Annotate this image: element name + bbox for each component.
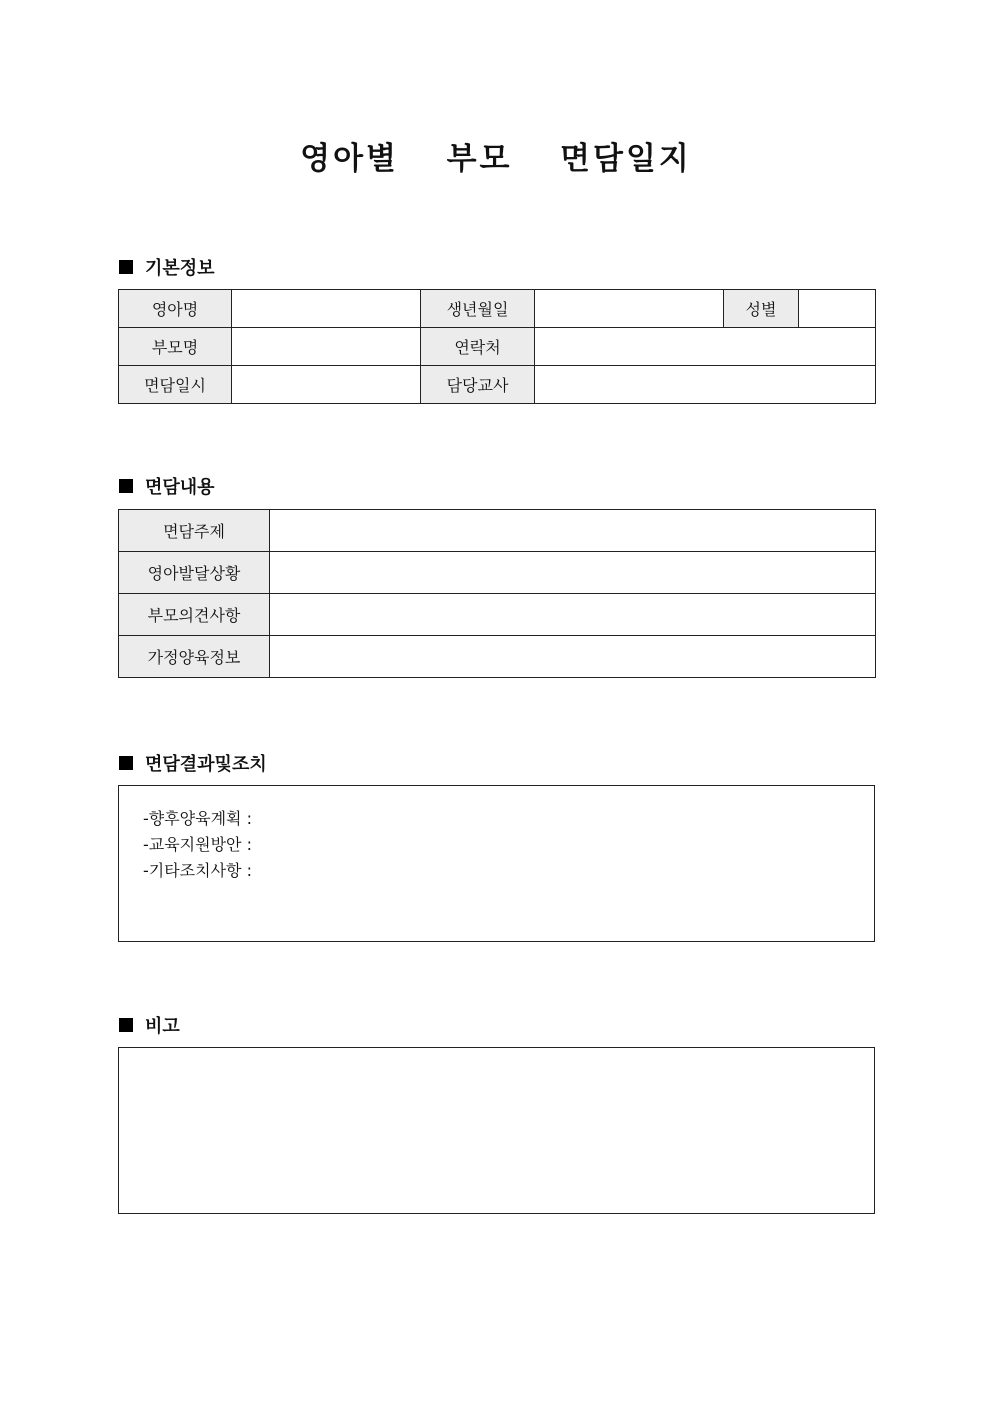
contact-label: 연락처	[421, 328, 535, 366]
section-title: 비고	[145, 1016, 180, 1037]
result-lines	[143, 806, 252, 884]
section-title: 면담내용	[145, 477, 215, 498]
other-measures-line: -기타조치사항 :	[143, 861, 252, 880]
remarks-box[interactable]	[118, 1047, 875, 1214]
parent-name-field[interactable]	[232, 328, 421, 366]
birthdate-label: 생년월일	[421, 290, 535, 328]
birthdate-field[interactable]	[535, 290, 724, 328]
square-bullet-icon	[119, 260, 133, 274]
parent-name-label: 부모명	[119, 328, 232, 366]
home-care-info-field[interactable]	[270, 636, 876, 678]
parent-opinion-label: 부모의견사항	[119, 594, 270, 636]
page-title: 영아별 부모 면담일지	[300, 141, 692, 177]
teacher-field[interactable]	[535, 366, 876, 404]
teacher-label: 담당교사	[421, 366, 535, 404]
section-heading-remarks	[119, 1012, 180, 1038]
child-development-label: 영아발달상황	[119, 552, 270, 594]
table-row	[119, 290, 876, 328]
section-title: 면담결과및조치	[145, 754, 267, 775]
interview-topic-label: 면담주제	[119, 510, 270, 552]
table-row	[119, 366, 876, 404]
future-care-plan-line: -향후양육계획 :	[143, 809, 252, 828]
section-heading-basic-info	[119, 254, 215, 280]
home-care-info-label: 가정양육정보	[119, 636, 270, 678]
table-row	[119, 328, 876, 366]
interview-topic-field[interactable]	[270, 510, 876, 552]
child-name-label: 영아명	[119, 290, 232, 328]
square-bullet-icon	[119, 1018, 133, 1032]
parent-opinion-field[interactable]	[270, 594, 876, 636]
section-heading-interview-content	[119, 473, 215, 499]
gender-field[interactable]	[799, 290, 876, 328]
child-development-field[interactable]	[270, 552, 876, 594]
section-title: 기본정보	[145, 258, 215, 279]
child-name-field[interactable]	[232, 290, 421, 328]
square-bullet-icon	[119, 479, 133, 493]
gender-label: 성별	[724, 290, 799, 328]
square-bullet-icon	[119, 756, 133, 770]
interview-datetime-label: 면담일시	[119, 366, 232, 404]
contact-field[interactable]	[535, 328, 876, 366]
interview-content-table	[118, 509, 876, 678]
table-row	[119, 510, 876, 552]
interview-datetime-field[interactable]	[232, 366, 421, 404]
table-row	[119, 636, 876, 678]
result-box[interactable]	[118, 785, 875, 942]
basic-info-table	[118, 289, 876, 404]
education-support-line: -교육지원방안 :	[143, 835, 252, 854]
table-row	[119, 594, 876, 636]
section-heading-result	[119, 750, 267, 776]
table-row	[119, 552, 876, 594]
